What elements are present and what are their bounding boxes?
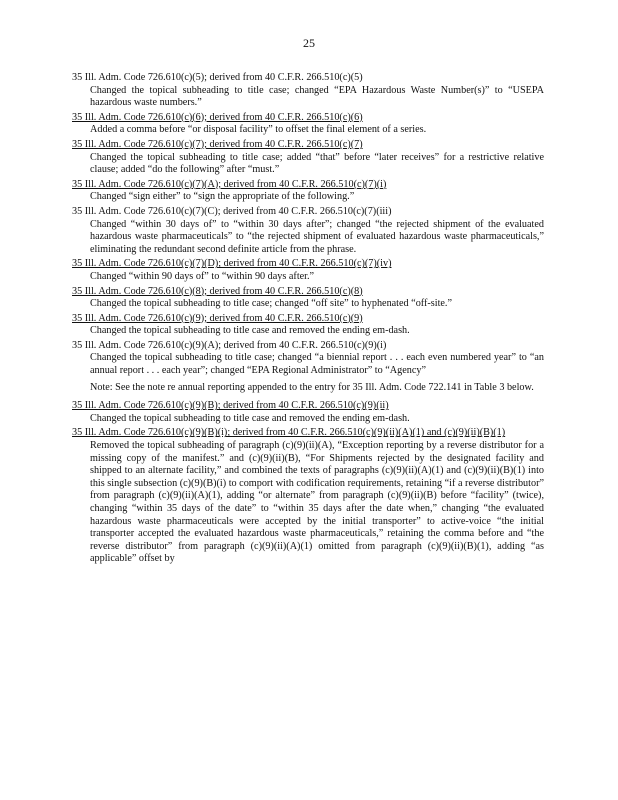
entry-description: Changed “within 90 days of” to “within 90 days after.”: [90, 270, 315, 282]
entry-description: Changed the topical subheading to title case; added “that” before “later receives” for a restrictive relative clause; added “do the following” after “must.”: [90, 151, 544, 176]
entry-citation: 35 Ill. Adm. Code 726.610(c)(7)(D); derived from 40 C.F.R. 266.510(c)(7)(iv): [72, 258, 392, 270]
entry-description: Changed the topical subheading to title case; changed “off site” to hyphenated “off-site.”: [90, 298, 453, 310]
entry-citation: 35 Ill. Adm. Code 726.610(c)(9)(A); derived from 40 C.F.R. 266.510(c)(9)(i): [72, 339, 387, 351]
table-entry: [72, 427, 544, 566]
entry-description: Changed the topical subheading to title case; changed “EPA Hazardous Waste Number(s)” to “USEPA hazardous waste numbers.”: [90, 84, 544, 109]
table-entry: [72, 286, 544, 311]
table-entry: [72, 72, 544, 110]
table-entry: [72, 112, 544, 137]
entry-description: Changed “within 30 days of” to “within 30 days after”; changed “the rejected shipment of the evaluated hazardous waste pharmaceuticals” to “the rejected shipment of evaluated hazardous waste pharmaceuticals,” eliminating the redundant second definite article from the phrase.: [90, 218, 544, 255]
entry-citation: 35 Ill. Adm. Code 726.610(c)(7)(C); derived from 40 C.F.R. 266.510(c)(7)(iii): [72, 205, 392, 217]
entry-citation: 35 Ill. Adm. Code 726.610(c)(7)(A); derived from 40 C.F.R. 266.510(c)(7)(i): [72, 178, 387, 190]
entry-citation: 35 Ill. Adm. Code 726.610(c)(8); derived from 40 C.F.R. 266.510(c)(8): [72, 285, 363, 297]
entry-description: Changed the topical subheading to title case; changed “a biennial report . . . each even numbered year” to “an annual report . . . each year”; changed “EPA Regional Administrator” to “Agency”: [90, 352, 544, 377]
entry-citation: 35 Ill. Adm. Code 726.610(c)(9)(B); derived from 40 C.F.R. 266.510(c)(9)(ii): [72, 400, 389, 412]
page-number: 25: [303, 36, 315, 50]
entry-citation: 35 Ill. Adm. Code 726.610(c)(7); derived from 40 C.F.R. 266.510(c)(7): [72, 138, 363, 150]
entry-description: Changed the topical subheading to title case and removed the ending em-dash.: [90, 412, 410, 424]
entry-description: Added a comma before “or disposal facility” to offset the final element of a series.: [90, 124, 427, 136]
entry-description: Changed “sign either” to “sign the appropriate of the following.”: [90, 191, 355, 203]
table-entry: [72, 400, 544, 425]
entry-description: Removed the topical subheading of paragraph (c)(9)(ii)(A), “Exception reporting by a reverse distributor for a missing copy of the manifest.” and (c)(9)(ii)(B), “For Shipments rejected by the designated facility and shipped to an alternate facility,” and combined the texts of paragraphs (c)(9)(ii)(A)(1) and (c)(9)(ii)(B)(1) into this single subsection (c)(9)(B)(i) to comport with codification requirements, retaining “if a reverse distributor” from paragraph (c)(9)(ii)(A)(1), adding “or alternate” from paragraph (c)(9)(ii)(B) before “facility” (twice), changing “within 35 days of the date” to “within 35 days after the date when,” changing “the evaluated hazardous waste pharmaceuticals were accepted by the initial transporter” to active-voice “the initial transporter accepted the evaluated hazardous waste pharmaceuticals,” retaining the comma before and “the reverse distributor” from paragraph (c)(9)(ii)(A)(1) omitted from paragraph (c)(9)(ii)(B)(1), adding “as applicable” offset by: [90, 440, 544, 565]
entry-citation: 35 Ill. Adm. Code 726.610(c)(5); derived from 40 C.F.R. 266.510(c)(5): [72, 72, 363, 83]
document-body: [72, 72, 544, 568]
table-entry: [72, 340, 544, 394]
table-entry: [72, 313, 544, 338]
entry-citation: 35 Ill. Adm. Code 726.610(c)(9)(B)(i); derived from 40 C.F.R. 266.510(c)(9)(ii)(A)(1) and (c)(9)(ii)(B)(1): [72, 427, 506, 439]
entry-description: Changed the topical subheading to title case and removed the ending em-dash.: [90, 325, 410, 337]
entry-note: Note: See the note re annual reporting appended to the entry for 35 Ill. Adm. Code 722.141 in Table 3 below.: [90, 381, 534, 393]
table-entry: [72, 139, 544, 177]
entry-citation: 35 Ill. Adm. Code 726.610(c)(9); derived from 40 C.F.R. 266.510(c)(9): [72, 312, 363, 324]
table-entry: [72, 206, 544, 256]
table-entry: [72, 258, 544, 283]
entry-citation: 35 Ill. Adm. Code 726.610(c)(6); derived from 40 C.F.R. 266.510(c)(6): [72, 111, 363, 123]
table-entry: [72, 179, 544, 204]
